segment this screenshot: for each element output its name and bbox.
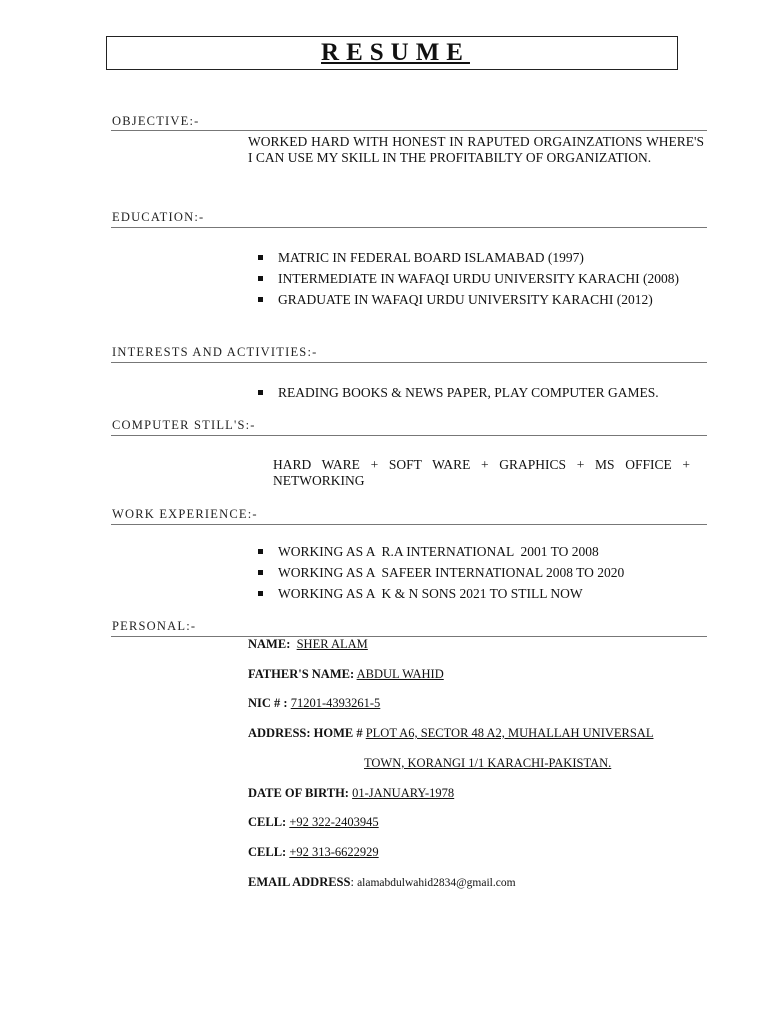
objective-heading: OBJECTIVE:-	[112, 114, 200, 128]
section-divider	[111, 130, 707, 131]
cell2-value: +92 313-6622929	[289, 845, 379, 859]
education-list	[258, 247, 679, 310]
name-value: SHER ALAM	[296, 637, 368, 651]
email-separator: :	[350, 875, 354, 889]
list-item	[258, 268, 679, 289]
address-line2-value: TOWN, KORANGI 1/1 KARACHI-PAKISTAN.	[364, 756, 612, 770]
title-box	[106, 36, 678, 70]
list-item	[258, 583, 624, 604]
list-item	[258, 382, 659, 403]
bullet-icon	[258, 390, 263, 395]
personal-address-line2	[364, 756, 611, 771]
personal-father-row	[248, 667, 444, 682]
list-item-text: READING BOOKS & NEWS PAPER, PLAY COMPUTER GAMES.	[278, 385, 659, 400]
computer-skills-text: HARD WARE + SOFT WARE + GRAPHICS + MS OFFICE + NETWORKING	[273, 457, 690, 488]
work-list	[258, 541, 624, 604]
personal-email-row	[248, 875, 516, 890]
education-heading: EDUCATION:-	[112, 210, 205, 224]
bullet-icon	[258, 549, 263, 554]
bullet-icon	[258, 255, 263, 260]
list-item-text: MATRIC IN FEDERAL BOARD ISLAMABAD (1997)	[278, 250, 584, 265]
personal-heading: PERSONAL:-	[112, 619, 197, 633]
objective-text: WORKED HARD WITH HONEST IN RAPUTED ORGAINZATIONS WHERE'S I CAN USE MY SKILL IN THE PROFITABILTY OF ORGANIZATION.	[248, 134, 704, 165]
personal-dob-row	[248, 786, 454, 801]
interests-list	[258, 382, 659, 403]
bullet-icon	[258, 297, 263, 302]
list-item	[258, 289, 679, 310]
list-item-text: GRADUATE IN WAFAQI URDU UNIVERSITY KARACHI (2012)	[278, 292, 653, 307]
bullet-icon	[258, 591, 263, 596]
field-label: CELL:	[248, 845, 287, 859]
personal-nic-row	[248, 696, 380, 711]
field-label: EMAIL ADDRESS	[248, 875, 351, 889]
list-item-text: WORKING AS A SAFEER INTERNATIONAL 2008 TO 2020	[278, 565, 625, 580]
father-name-value: ABDUL WAHID	[356, 667, 444, 681]
list-item-text: WORKING AS A R.A INTERNATIONAL 2001 TO 2008	[278, 544, 599, 559]
dob-value: 01-JANUARY-1978	[352, 786, 455, 800]
field-label: CELL:	[248, 815, 287, 829]
personal-name-row	[248, 637, 368, 652]
nic-value: 71201-4393261-5	[290, 696, 381, 710]
personal-cell1-row	[248, 815, 379, 830]
section-divider	[111, 524, 707, 525]
personal-address-row	[248, 726, 653, 741]
field-label: NIC # :	[248, 696, 288, 710]
list-item	[258, 247, 679, 268]
list-item-text: INTERMEDIATE IN WAFAQI URDU UNIVERSITY KARACHI (2008)	[278, 271, 679, 286]
list-item	[258, 562, 624, 583]
address-line1-value: PLOT A6, SECTOR 48 A2, MUHALLAH UNIVERSAL	[365, 726, 654, 740]
field-label: FATHER'S NAME:	[248, 667, 355, 681]
bullet-icon	[258, 570, 263, 575]
work-heading: WORK EXPERIENCE:-	[112, 507, 258, 521]
list-item	[258, 541, 624, 562]
field-label: NAME:	[248, 637, 291, 651]
section-divider	[111, 227, 707, 228]
field-label: ADDRESS: HOME #	[248, 726, 363, 740]
section-divider	[111, 636, 707, 637]
section-divider	[111, 362, 707, 363]
section-divider	[111, 435, 707, 436]
cell1-value: +92 322-2403945	[289, 815, 379, 829]
computer-heading: COMPUTER STILL'S:-	[112, 418, 256, 432]
interests-heading: INTERESTS AND ACTIVITIES:-	[112, 345, 318, 359]
personal-cell2-row	[248, 845, 379, 860]
field-label: DATE OF BIRTH:	[248, 786, 349, 800]
resume-title: RESUME	[321, 39, 470, 66]
bullet-icon	[258, 276, 263, 281]
list-item-text: WORKING AS A K & N SONS 2021 TO STILL NOW	[278, 586, 583, 601]
email-value: alamabdulwahid2834@gmail.com	[357, 877, 516, 889]
